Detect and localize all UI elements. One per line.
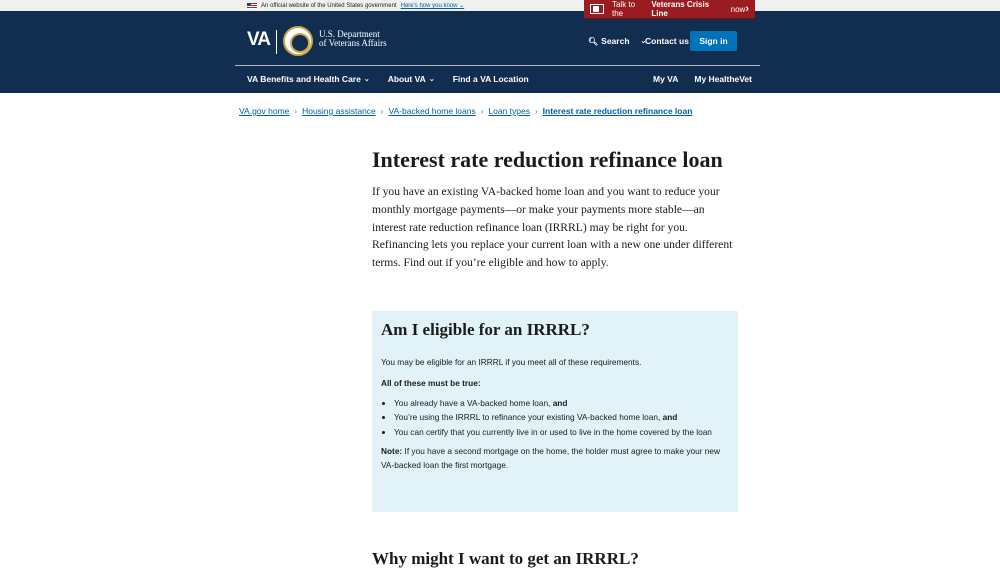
chevron-down-icon: ⌄ [363, 76, 370, 83]
official-gov-banner [0, 0, 1000, 11]
eligibility-title: Am I eligible for an IRRRL? [381, 320, 590, 339]
logo-divider [276, 30, 277, 54]
breadcrumb-separator-icon: › [380, 106, 384, 116]
crisis-prefix: Talk to the [611, 0, 636, 18]
nav-find-va-location[interactable]: Find a VA Location [452, 74, 529, 84]
main-nav [247, 74, 752, 84]
chevron-down-icon: ⌄ [640, 38, 647, 45]
search-icon: 🔍︎ [588, 36, 599, 46]
va-seal-icon [283, 26, 313, 56]
veterans-crisis-line-button[interactable] [584, 0, 755, 19]
site-header [0, 11, 1000, 93]
list-item: • You already have a VA-backed home loan, and [394, 397, 729, 411]
breadcrumb [239, 106, 692, 116]
search-button[interactable]: 🔍︎ Search ⌄ [588, 36, 647, 46]
eligibility-list [381, 397, 729, 440]
nav-benefits-health-care[interactable]: VA Benefits and Health Care ⌄ [247, 74, 370, 84]
va-logo[interactable]: VA [247, 29, 270, 50]
eligibility-box [372, 311, 738, 512]
contact-us-link[interactable]: Contact us [645, 36, 689, 46]
intro-text: If you have an existing VA-backed home loan and you want to reduce your monthly mortgage payments—or make your payments more stable—an interest rate reduction refinance loan (IRRRL) may be right for you. Refinancing lets you replace your current loan with a new one under different terms. Find out if you’re eligible and how to apply. [372, 185, 733, 270]
chevron-down-icon: ⌄ [428, 76, 435, 83]
breadcrumb-current-page[interactable]: Interest rate reduction refinance loan [542, 106, 693, 116]
breadcrumb-separator-icon: › [535, 106, 538, 116]
list-item: • You’re using the IRRRL to refinance your existing VA-backed home loan, and [394, 411, 729, 425]
chevron-down-icon: ⌄ [459, 3, 465, 9]
gov-banner-text: An official website of the United States government [261, 2, 397, 9]
nav-my-healthevet[interactable]: My HealtheVet [694, 74, 752, 84]
breadcrumb-va-backed-home-loans[interactable]: VA-backed home loans [388, 106, 476, 116]
eligibility-requirements-heading: All of these must be true: [381, 377, 481, 388]
main-content [372, 146, 738, 272]
breadcrumb-housing-assistance[interactable]: Housing assistance [302, 106, 376, 116]
eligibility-note: Note: If you have a second mortgage on the home, the holder must agree to make your new VA-backed loan the first mortgage. [381, 446, 720, 470]
crisis-suffix: now [730, 4, 746, 14]
crisis-name: Veterans Crisis Line [651, 0, 710, 18]
irrrl-reasons-heading: Why might I want to get an IRRRL? [372, 549, 639, 568]
nav-about-va[interactable]: About VA ⌄ [387, 74, 435, 84]
department-name[interactable]: U.S. Department of Veterans Affairs [319, 29, 387, 48]
nav-my-va[interactable]: My VA [653, 74, 679, 84]
sign-in-button[interactable]: Sign in [690, 31, 737, 51]
eligibility-text: You may be eligible for an IRRRL if you meet all of these requirements. [381, 357, 642, 367]
breadcrumb-loan-types[interactable]: Loan types [488, 106, 530, 116]
breadcrumb-separator-icon: › [480, 106, 484, 116]
chevron-right-icon: › [745, 3, 749, 15]
list-item: • You can certify that you currently live in or used to live in the home covered by the loan [394, 426, 729, 440]
crisis-line-icon [590, 4, 604, 14]
us-flag-icon [247, 3, 257, 9]
nav-divider [235, 65, 760, 66]
heres-how-you-know-link[interactable]: Here's how you know ⌄ [400, 3, 465, 9]
breadcrumb-va-home[interactable]: VA.gov home [239, 106, 290, 116]
breadcrumb-separator-icon: › [294, 106, 298, 116]
page-title: Interest rate reduction refinance loan [372, 147, 723, 172]
